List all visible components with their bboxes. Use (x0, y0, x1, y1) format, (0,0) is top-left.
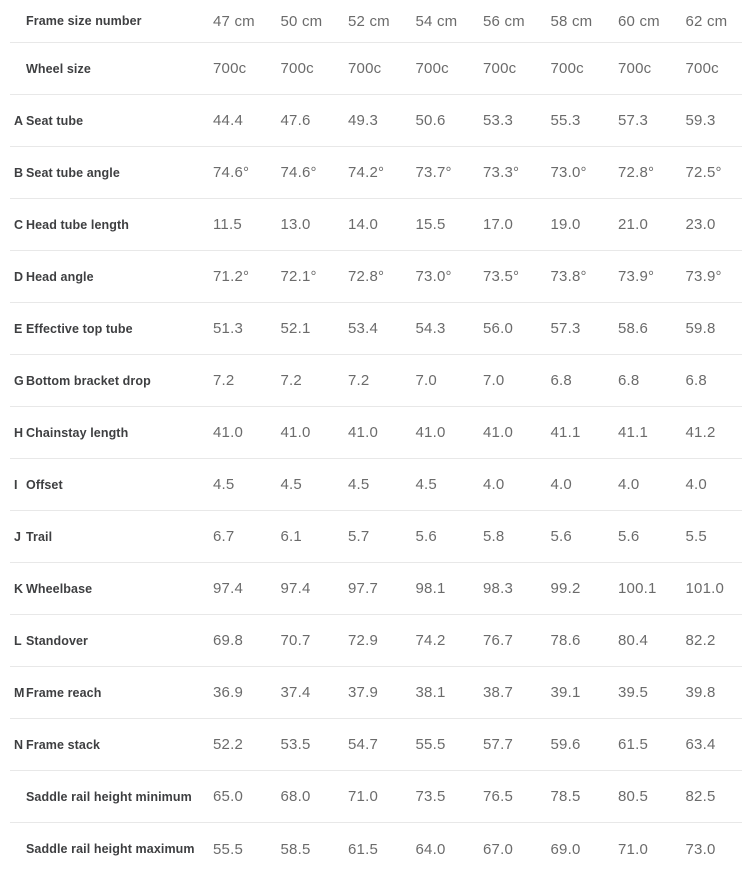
value-cell: 57.7 (483, 736, 513, 753)
value-cell: 6.8 (685, 372, 707, 389)
value-cell: 78.6 (550, 632, 581, 649)
value-cell: 60 cm (618, 12, 660, 30)
value-cell: 49.3 (348, 112, 378, 129)
value-cell: 38.7 (483, 684, 513, 701)
value-cell: 63.4 (685, 736, 716, 753)
value-cell: 37.4 (280, 684, 311, 701)
value-cell: 101.0 (685, 580, 725, 597)
value-cell: 72.9 (348, 632, 378, 649)
value-cell: 72.1° (280, 268, 317, 285)
row-dimension-letter: K (14, 581, 24, 596)
value-cell: 6.7 (213, 528, 235, 545)
value-cell: 50.6 (415, 112, 446, 129)
value-cell: 73.7° (415, 164, 452, 181)
value-cell: 54 cm (415, 12, 458, 30)
table-row (10, 407, 742, 459)
value-cell: 67.0 (483, 840, 513, 858)
value-cell: 5.6 (415, 528, 437, 545)
value-cell: 59.6 (550, 736, 581, 753)
value-cell: 73.0 (685, 840, 716, 858)
value-cell: 700c (550, 60, 584, 77)
table-row (10, 511, 742, 563)
row-label: Wheelbase (26, 581, 93, 596)
value-cell: 71.2° (213, 268, 250, 285)
row-label: Chainstay length (26, 425, 129, 440)
row-dimension-letter: D (14, 269, 24, 284)
value-cell: 7.0 (415, 372, 437, 389)
value-cell: 37.9 (348, 684, 378, 701)
value-cell: 57.3 (618, 112, 648, 129)
value-cell: 100.1 (618, 580, 657, 597)
value-cell: 7.0 (483, 372, 505, 389)
value-cell: 7.2 (213, 372, 235, 389)
value-cell: 4.0 (685, 476, 707, 493)
value-cell: 97.7 (348, 580, 378, 597)
table-row (10, 147, 742, 199)
value-cell: 44.4 (213, 112, 243, 129)
value-cell: 4.0 (550, 476, 572, 493)
value-cell: 21.0 (618, 216, 648, 233)
value-cell: 72.8° (618, 164, 655, 181)
table-row (10, 199, 742, 251)
value-cell: 5.8 (483, 528, 505, 545)
value-cell: 53.4 (348, 320, 378, 337)
value-cell: 50 cm (280, 12, 323, 30)
value-cell: 55.3 (550, 112, 581, 129)
value-cell: 41.0 (415, 424, 446, 441)
row-label: Standover (26, 633, 89, 648)
value-cell: 15.5 (415, 216, 446, 233)
value-cell: 23.0 (685, 216, 716, 233)
table-row (10, 563, 742, 615)
row-label: Trail (26, 529, 53, 544)
value-cell: 39.8 (685, 684, 716, 701)
value-cell: 73.3° (483, 164, 520, 181)
value-cell: 47 cm (213, 12, 255, 30)
value-cell: 78.5 (550, 788, 581, 805)
value-cell: 70.7 (280, 632, 311, 649)
value-cell: 73.9° (685, 268, 722, 285)
value-cell: 700c (348, 60, 382, 77)
value-cell: 57.3 (550, 320, 581, 337)
value-cell: 39.5 (618, 684, 648, 701)
value-cell: 6.8 (618, 372, 640, 389)
value-cell: 74.2 (415, 632, 446, 649)
table-row (10, 355, 742, 407)
value-cell: 52.2 (213, 736, 243, 753)
value-cell: 55.5 (213, 840, 243, 858)
value-cell: 53.3 (483, 112, 513, 129)
value-cell: 68.0 (280, 788, 311, 805)
row-dimension-letter: E (14, 321, 23, 336)
value-cell: 11.5 (213, 216, 242, 233)
value-cell: 54.3 (415, 320, 446, 337)
value-cell: 56.0 (483, 320, 513, 337)
value-cell: 36.9 (213, 684, 243, 701)
row-label: Seat tube (26, 113, 84, 128)
value-cell: 74.6° (213, 164, 250, 181)
row-label: Frame stack (26, 737, 101, 752)
row-label: Saddle rail height maximum (26, 842, 195, 856)
value-cell: 98.3 (483, 580, 513, 597)
value-cell: 7.2 (280, 372, 302, 389)
row-dimension-letter: A (14, 113, 24, 128)
value-cell: 82.5 (685, 788, 716, 805)
value-cell: 99.2 (550, 580, 581, 597)
value-cell: 73.5° (483, 268, 520, 285)
value-cell: 14.0 (348, 216, 378, 233)
value-cell: 80.4 (618, 632, 648, 649)
row-label: Effective top tube (26, 321, 133, 336)
value-cell: 56 cm (483, 12, 525, 30)
value-cell: 700c (618, 60, 652, 77)
table-row (10, 615, 742, 667)
value-cell: 700c (685, 60, 719, 77)
value-cell: 58.6 (618, 320, 648, 337)
value-cell: 76.7 (483, 632, 513, 649)
value-cell: 71.0 (618, 840, 648, 858)
table-row (10, 719, 742, 771)
value-cell: 80.5 (618, 788, 648, 805)
table-row (10, 251, 742, 303)
table-row (10, 771, 742, 823)
value-cell: 38.1 (415, 684, 446, 701)
value-cell: 13.0 (280, 216, 311, 233)
value-cell: 97.4 (213, 580, 243, 597)
row-dimension-letter: J (14, 529, 21, 544)
table-row (10, 43, 742, 95)
row-dimension-letter: I (14, 477, 18, 492)
value-cell: 41.2 (685, 424, 716, 441)
value-cell: 58.5 (280, 840, 311, 858)
row-label: Frame size number (26, 14, 142, 28)
value-cell: 65.0 (213, 788, 243, 805)
row-label: Frame reach (26, 685, 102, 700)
value-cell: 52.1 (280, 320, 311, 337)
value-cell: 97.4 (280, 580, 311, 597)
value-cell: 61.5 (618, 736, 648, 753)
row-dimension-letter: M (14, 685, 25, 700)
value-cell: 58 cm (550, 12, 593, 30)
value-cell: 700c (280, 60, 314, 77)
value-cell: 5.7 (348, 528, 370, 545)
value-cell: 47.6 (280, 112, 311, 129)
value-cell: 76.5 (483, 788, 513, 805)
row-dimension-letter: C (14, 217, 24, 232)
value-cell: 69.0 (550, 840, 581, 858)
value-cell: 74.6° (280, 164, 317, 181)
value-cell: 700c (213, 60, 247, 77)
table-row (10, 459, 742, 511)
value-cell: 4.5 (415, 476, 437, 493)
value-cell: 41.1 (550, 424, 581, 441)
table-row (10, 303, 742, 355)
value-cell: 61.5 (348, 840, 378, 858)
value-cell: 54.7 (348, 736, 378, 753)
value-cell: 82.2 (685, 632, 716, 649)
row-label: Saddle rail height minimum (26, 789, 192, 804)
table-row (10, 667, 742, 719)
value-cell: 41.0 (213, 424, 243, 441)
value-cell: 53.5 (280, 736, 311, 753)
value-cell: 17.0 (483, 216, 513, 233)
row-dimension-letter: L (14, 633, 22, 648)
value-cell: 700c (483, 60, 517, 77)
value-cell: 72.5° (685, 164, 722, 181)
row-label: Head tube length (26, 217, 129, 232)
value-cell: 39.1 (550, 684, 581, 701)
value-cell: 7.2 (348, 372, 370, 389)
table-row (10, 95, 742, 147)
value-cell: 6.8 (550, 372, 572, 389)
value-cell: 73.9° (618, 268, 655, 285)
row-dimension-letter: N (14, 737, 24, 752)
value-cell: 5.5 (685, 528, 707, 545)
value-cell: 73.0° (550, 164, 587, 181)
value-cell: 74.2° (348, 164, 385, 181)
value-cell: 98.1 (415, 580, 446, 597)
value-cell: 41.0 (348, 424, 378, 441)
value-cell: 5.6 (618, 528, 640, 545)
row-label: Seat tube angle (26, 165, 120, 180)
value-cell: 4.5 (280, 476, 302, 493)
row-label: Head angle (26, 269, 94, 284)
row-dimension-letter: H (14, 425, 24, 440)
value-cell: 59.3 (685, 112, 716, 129)
row-label: Bottom bracket drop (26, 373, 151, 388)
value-cell: 4.5 (348, 476, 370, 493)
row-dimension-letter: G (14, 373, 24, 388)
value-cell: 73.8° (550, 268, 587, 285)
value-cell: 5.6 (550, 528, 572, 545)
value-cell: 64.0 (415, 840, 446, 858)
value-cell: 71.0 (348, 788, 378, 805)
value-cell: 6.1 (280, 528, 302, 545)
value-cell: 19.0 (550, 216, 581, 233)
row-label: Offset (26, 477, 63, 492)
row-label: Wheel size (26, 61, 91, 76)
value-cell: 59.8 (685, 320, 716, 337)
value-cell: 4.0 (483, 476, 505, 493)
value-cell: 72.8° (348, 268, 385, 285)
row-dimension-letter: B (14, 165, 24, 180)
value-cell: 69.8 (213, 632, 243, 649)
value-cell: 73.0° (415, 268, 452, 285)
table-row (10, 0, 742, 43)
value-cell: 4.0 (618, 476, 640, 493)
table-row (10, 823, 742, 875)
value-cell: 4.5 (213, 476, 235, 493)
value-cell: 73.5 (415, 788, 446, 805)
value-cell: 700c (415, 60, 449, 77)
value-cell: 55.5 (415, 736, 446, 753)
value-cell: 51.3 (213, 320, 243, 337)
value-cell: 41.1 (618, 424, 648, 441)
value-cell: 41.0 (280, 424, 311, 441)
value-cell: 52 cm (348, 12, 390, 30)
value-cell: 41.0 (483, 424, 513, 441)
value-cell: 62 cm (685, 12, 728, 30)
